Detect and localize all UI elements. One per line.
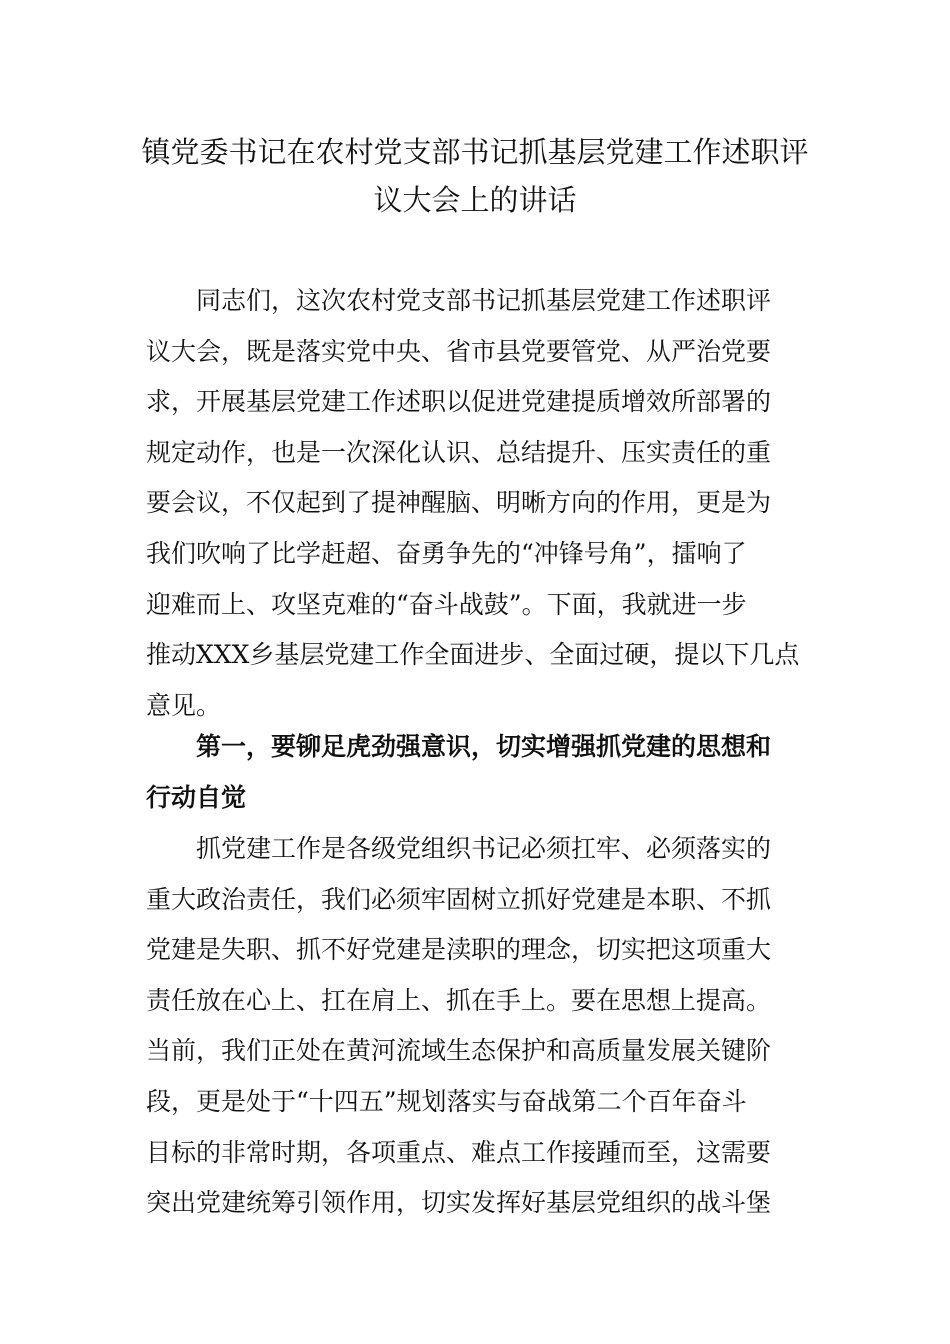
paragraph-line: 我们吹响了比学赶超、奋勇争先的“冲锋号角”，擂响了 xyxy=(146,538,747,568)
paragraph-line: 目标的非常时期，各项重点、难点工作接踵而至，这需要 xyxy=(146,1137,772,1167)
paragraph-line: 规定动作，也是一次深化认识、总结提升、压实责任的重 xyxy=(146,437,772,467)
paragraph-line: 要会议，不仅起到了提神醒脑、明晰方向的作用，更是为 xyxy=(146,488,772,518)
paragraph-line: 段，更是处于“十四五”规划落实与奋战第二个百年奋斗 xyxy=(146,1086,747,1116)
paragraph-line: 议大会，既是落实党中央、省市县党要管党、从严治党要 xyxy=(146,336,772,366)
paragraph-line: 突出党建统筹引领作用，切实发挥好基层党组织的战斗堡 xyxy=(146,1188,772,1218)
paragraph-line: 意见。 xyxy=(146,690,222,720)
paragraph-line: 同志们，这次农村党支部书记抓基层党建工作述职评 xyxy=(196,286,772,315)
paragraph-line: 求，开展基层党建工作述职以促进党建提质增效所部署的 xyxy=(146,387,772,417)
paragraph-line: 责任放在心上、扛在肩上、抓在手上。要在思想上提高。 xyxy=(146,985,772,1015)
heading-line: 第一，要铆足虎劲强意识，切实增强抓党建的思想和 xyxy=(196,732,772,761)
paragraph-line: 当前，我们正处在黄河流域生态保护和高质量发展关键阶 xyxy=(146,1036,772,1066)
paragraph-line: 推动XXX乡基层党建工作全面进步、全面过硬，提以下几点 xyxy=(146,640,800,670)
title-line: 议大会上的讲话 xyxy=(373,183,577,217)
section-heading xyxy=(146,722,806,823)
heading-line: 行动自觉 xyxy=(146,782,247,812)
paragraph-line: 抓党建工作是各级党组织书记必须扛牢、必须落实的 xyxy=(196,834,772,863)
paragraph-line: 党建是失职、抓不好党建是渎职的理念，切实把这项重大 xyxy=(146,935,772,965)
paragraph-line: 重大政治责任，我们必须牢固树立抓好党建是本职、不抓 xyxy=(146,884,772,914)
section-paragraph xyxy=(146,824,806,1229)
document-title xyxy=(120,128,830,224)
title-line: 镇党委书记在农村党支部书记抓基层党建工作述职评 xyxy=(141,135,809,169)
paragraph-line: 迎难而上、攻坚克难的“奋斗战鼓”。下面，我就进一步 xyxy=(146,589,747,619)
opening-paragraph xyxy=(146,276,806,731)
